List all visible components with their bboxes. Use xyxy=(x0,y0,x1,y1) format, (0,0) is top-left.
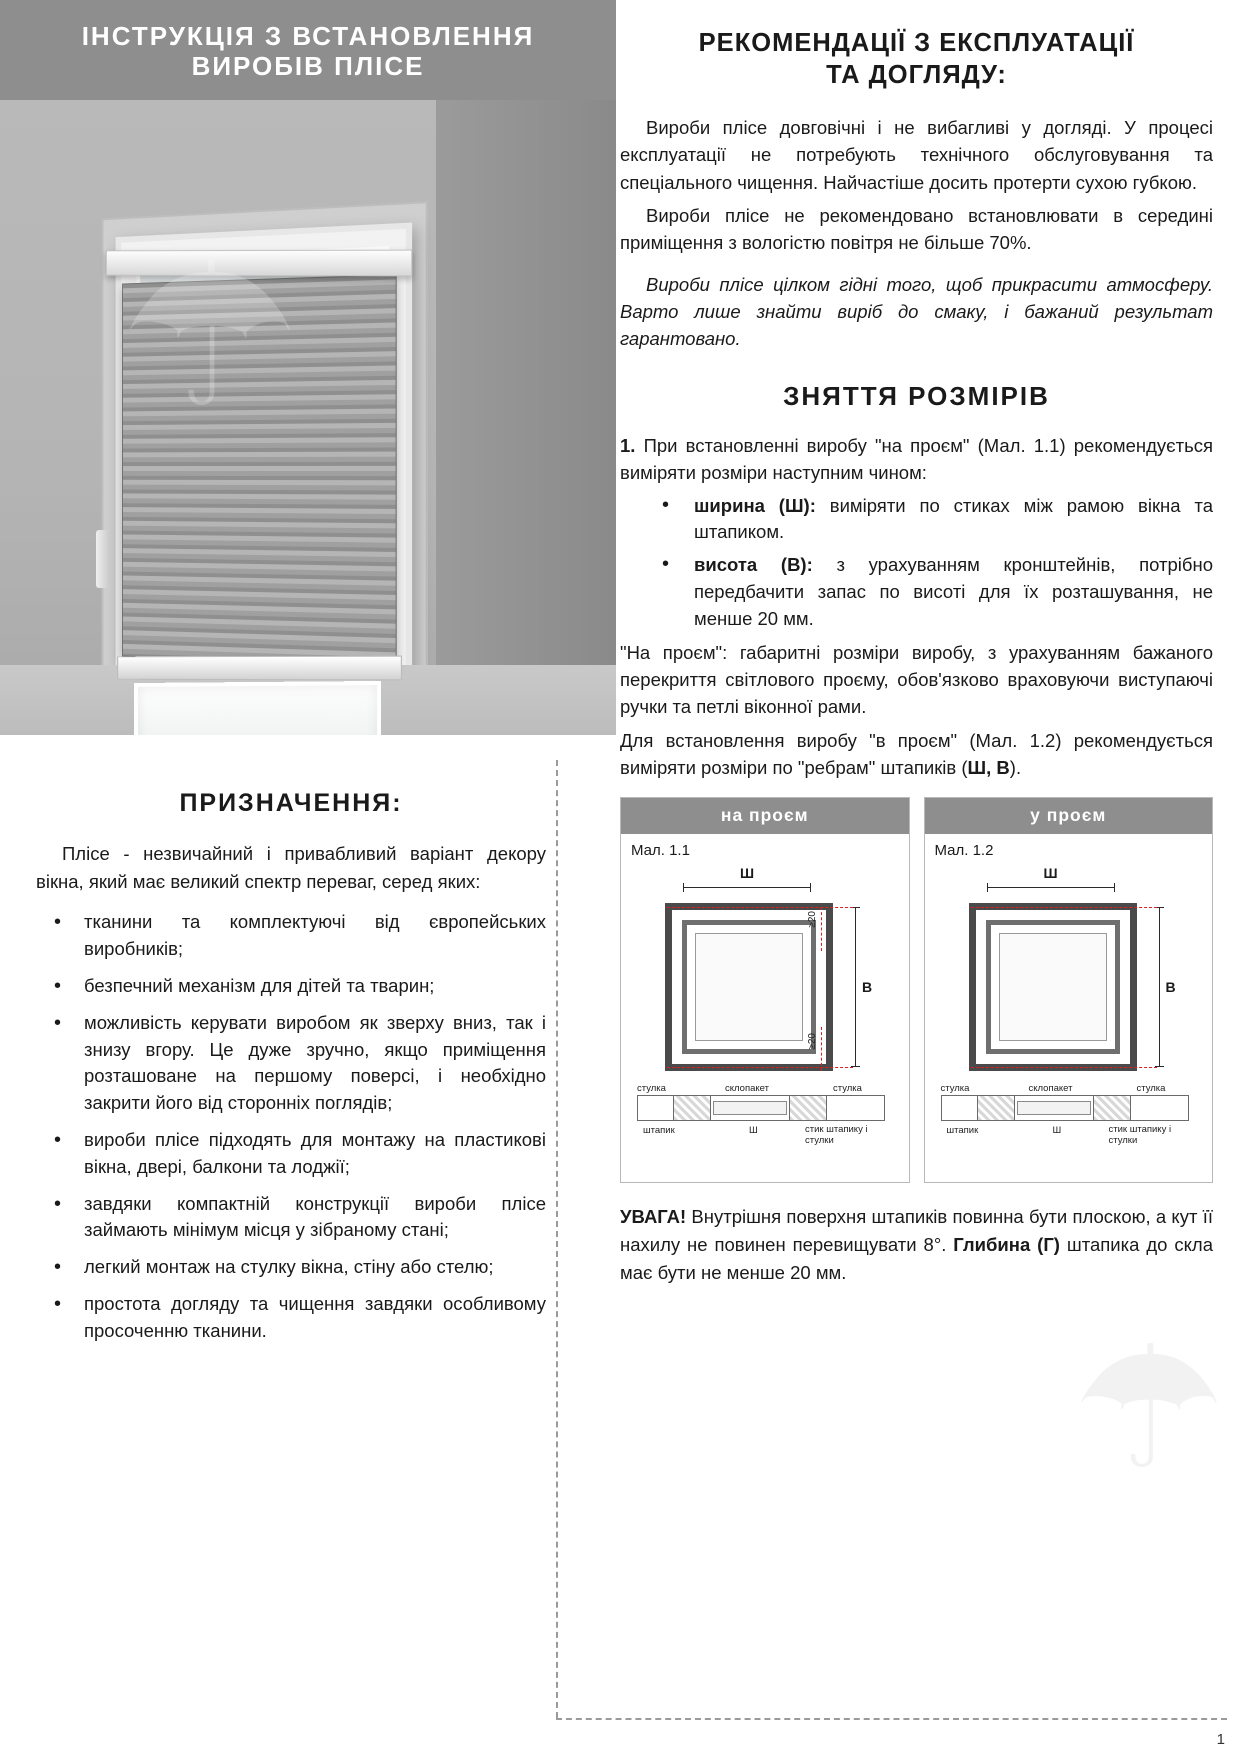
diagram-body xyxy=(621,834,909,1182)
section-label-sash-right: стулка xyxy=(1136,1083,1166,1095)
schematic-window-glass xyxy=(695,933,803,1041)
photo-wall xyxy=(436,100,616,735)
photo-blind-headrail xyxy=(106,249,412,276)
section-label-glass: склопакет xyxy=(1028,1083,1073,1095)
diagram-header: на проєм xyxy=(621,798,909,834)
photo-blind-bottomrail xyxy=(117,655,402,680)
overlap-line-bottom xyxy=(971,1067,1157,1068)
measurement-intro-number: 1. xyxy=(620,434,636,456)
overlap-tick-top xyxy=(821,907,822,951)
schematic-window-glass xyxy=(999,933,1107,1041)
bullet-term: висота (В): xyxy=(694,554,813,576)
overlap-tick-bottom xyxy=(821,1027,822,1071)
section-sash-right xyxy=(789,1095,827,1121)
dimension-height: В xyxy=(855,907,856,1067)
measurement-paragraph-b-pre: Для встановлення виробу "в проєм" (Мал. 1.2) рекомендується виміряти розміри по "ребрам" штапиків ( xyxy=(620,729,1213,779)
diagram-figure-label: Мал. 1.1 xyxy=(631,842,690,860)
warning-block xyxy=(620,1203,1213,1286)
diagram-figure-label: Мал. 1.2 xyxy=(934,842,994,860)
section-label-beading: штапик xyxy=(946,1125,979,1137)
list-item xyxy=(620,552,1213,632)
right-column xyxy=(594,0,1245,1758)
diagram-panel-in-opening xyxy=(924,797,1214,1183)
schematic-window-sash xyxy=(682,920,816,1054)
list-item xyxy=(620,493,1213,547)
main-title-banner xyxy=(0,0,616,100)
warning-text-1: Внутрішня поверхня штапиків повинна бути плоскою, а кут її нахилу не повинен перевищувати 8°. xyxy=(620,1206,1213,1256)
diagram-header: у проєм xyxy=(925,798,1213,834)
measurement-intro xyxy=(620,432,1213,487)
dimension-width: Ш xyxy=(987,887,1115,888)
section-label-sash-right: стулка xyxy=(833,1083,862,1095)
diagram-panels xyxy=(620,797,1213,1183)
overlap-line-bottom xyxy=(667,1067,853,1068)
list-item: • безпечний механізм для дітей та тварин; xyxy=(36,973,546,1000)
care-paragraph-1: Вироби плісе довговічні і не вибагливі у догляді. У процесі експлуатації не потребують технічного обслуговування та спеціального чищення. Найчастіше досить протерти сухою губкою. xyxy=(620,116,1213,193)
measurement-paragraph-b xyxy=(620,727,1213,782)
main-title-line1: ІНСТРУКЦІЯ З ВСТАНОВЛЕННЯ xyxy=(81,21,535,51)
section-label-width: Ш xyxy=(1052,1125,1062,1137)
measurement-bullet-list xyxy=(620,493,1213,633)
overlap-line-top xyxy=(971,907,1157,908)
warning-text-2: штапика до скла має бути не менше 20 мм. xyxy=(620,1234,1213,1283)
page-title-line2: ТА ДОГЛЯДУ: xyxy=(826,60,1007,89)
care-paragraph-3: Вироби плісе цілком гідні того, щоб прикрасити атмосферу. Варто лише знайти виріб до смаку, і бажаний результат гарантовано. xyxy=(620,273,1213,350)
section-label-joint: стик штапику і стулки xyxy=(805,1124,868,1146)
vertical-divider xyxy=(556,760,558,1718)
purpose-bullet-list xyxy=(36,909,546,1344)
measurement-paragraph-a: "На проєм": габаритні розміри виробу, з урахуванням бажаного перекриття світлового проєму, обов'язково враховуючи виступаючі ручки та петлі віконної рами. xyxy=(620,641,1213,718)
main-title-line2: ВИРОБІВ ПЛІСЕ xyxy=(191,50,425,81)
schematic-window-frame xyxy=(969,903,1137,1071)
section-label-sash-left: стулка xyxy=(637,1083,666,1095)
section-label-beading: штапик xyxy=(643,1125,675,1137)
dimension-width: Ш xyxy=(683,887,811,888)
section-label-width: Ш xyxy=(749,1125,758,1137)
left-column xyxy=(0,0,616,1758)
list-item: • можливість керувати виробом як зверху вниз, так і знизу вгору. Це дуже зручно, якщо приміщення розташоване на першому поверсі, і необхідно закрити його від сторонніх поглядів; xyxy=(36,1010,546,1117)
list-item: • простота догляду та чищення завдяки особливому просоченню тканини. xyxy=(36,1291,546,1345)
warning-label: УВАГА! xyxy=(620,1206,687,1228)
bullet-term: ширина (Ш): xyxy=(694,494,816,516)
schematic-window-sash xyxy=(986,920,1120,1054)
bullet-desc: виміряти по стиках між рамою вікна та штапиком. xyxy=(694,494,1213,543)
dimension-height: В xyxy=(1159,907,1160,1067)
photo-pleated-blind-fabric xyxy=(123,275,396,664)
section-sash-right xyxy=(1093,1095,1131,1121)
section-detail xyxy=(940,1081,1189,1146)
photo-window-open-glass xyxy=(134,681,381,735)
page-title xyxy=(620,28,1213,92)
care-paragraph-2: Вироби плісе не рекомендовано встановлювати в середині приміщення з вологістю повітря не більше 70%. xyxy=(620,204,1213,254)
list-item: • завдяки компактній конструкції вироби плісе займають мінімум місця у зібраному стані; xyxy=(36,1191,546,1245)
bullet-desc: з урахуванням кронштейнів, потрібно передбачити запас по висоті для їх розташування, не менше 20 мм. xyxy=(694,554,1213,629)
diagram-body xyxy=(925,834,1213,1182)
list-item: • вироби плісе підходять для монтажу на пластикові вікна, двері, балкони та лоджії; xyxy=(36,1127,546,1181)
measurement-intro-text: При встановленні виробу "на проєм" (Мал. 1.1) рекомендується виміряти розміри наступним чином: xyxy=(620,434,1213,484)
overlap-line-top xyxy=(667,907,853,908)
section-glass-unit xyxy=(713,1101,787,1115)
warning-depth-term: Глибина (Г) xyxy=(953,1234,1060,1256)
measurement-paragraph-b-bold: Ш, В xyxy=(967,757,1010,779)
page-title-line1: РЕКОМЕНДАЦІЇ З ЕКСПЛУАТАЦІЇ xyxy=(698,29,1135,57)
list-item: • тканини та комплектуючі від європейських виробників; xyxy=(36,909,546,963)
page-number: 1 xyxy=(1216,1731,1225,1748)
min-gap-top-label: ≥20 xyxy=(807,911,818,929)
min-gap-bottom-label: ≥20 xyxy=(807,1033,818,1051)
diagram-figure xyxy=(631,867,899,1167)
watermark-icon: ☂ xyxy=(120,224,300,448)
diagram-figure xyxy=(935,867,1203,1167)
list-item: • легкий монтаж на стулку вікна, стіну або стелю; xyxy=(36,1254,546,1281)
purpose-intro: Плісе - незвичайний і привабливий варіант декору вікна, який має великий спектр переваг, серед яких: xyxy=(36,842,546,892)
section-glass-unit xyxy=(1017,1101,1091,1115)
diagram-panel-on-opening xyxy=(620,797,910,1183)
product-photo xyxy=(0,100,616,735)
purpose-heading: ПРИЗНАЧЕННЯ: xyxy=(179,788,403,817)
photo-window-handle xyxy=(96,530,110,588)
section-label-joint: стик штапику і стулки xyxy=(1108,1124,1172,1146)
section-sash-left xyxy=(673,1095,711,1121)
watermark-icon: ☂ xyxy=(1072,1314,1225,1504)
measurement-heading: ЗНЯТТЯ РОЗМІРІВ xyxy=(783,380,1050,411)
left-text-body xyxy=(0,735,616,1345)
section-label-glass: склопакет xyxy=(725,1083,769,1095)
section-sash-left xyxy=(977,1095,1015,1121)
section-detail xyxy=(637,1081,885,1146)
measurement-paragraph-b-post: ). xyxy=(1009,757,1022,779)
section-label-sash-left: стулка xyxy=(940,1083,970,1095)
